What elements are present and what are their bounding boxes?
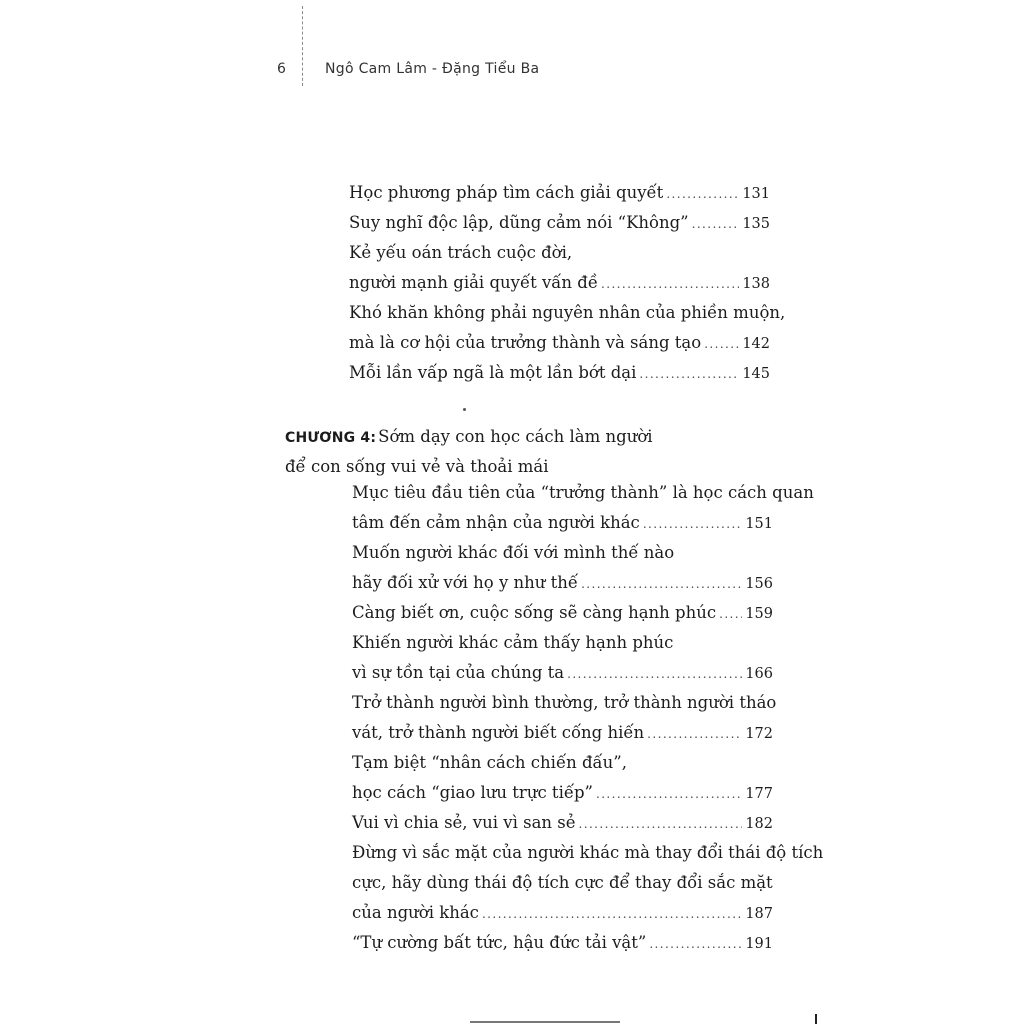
toc-entry-line [349,268,770,298]
toc-page-number: 191 [745,936,773,952]
dot-leader [579,809,743,839]
toc-entry-line [352,808,773,838]
toc-entry-title: của người khác [352,903,479,922]
toc-entry-line [349,238,770,268]
toc-entry-title: Vui vì chia sẻ, vui vì san sẻ [352,813,576,832]
toc-entry [349,358,770,388]
toc-entry-line [352,838,824,868]
dot-leader [692,209,740,239]
toc-page-number: 172 [745,726,773,742]
toc-section-chapter-4 [352,478,824,958]
toc-entry-line [352,778,773,808]
toc-entry-line [349,208,770,238]
toc-entry-title: Càng biết ơn, cuộc sống sẽ càng hạnh phúc [352,603,717,622]
toc-entry-title: học cách “giao lưu trực tiếp” [352,783,593,802]
toc-entry-title: Suy nghĩ độc lập, dũng cảm nói “Không” [349,213,689,232]
toc-entry [352,628,773,688]
toc-entry-line [352,688,777,718]
dot-leader [639,359,739,389]
toc-entry-line [352,748,773,778]
toc-entry [352,928,773,958]
toc-entry-line [349,328,770,358]
toc-entry-line [352,628,773,658]
toc-entry-title: hãy đối xử với họ y như thế [352,573,579,592]
toc-page-number: 151 [745,516,773,532]
toc-entry [352,598,773,628]
toc-entry-line [352,868,773,898]
toc-page-number: 187 [745,906,773,922]
toc-entry [352,748,773,808]
page-number: 6 [277,61,286,77]
dot-leader [719,599,742,629]
toc-entry-title: Khiến người khác cảm thấy hạnh phúc [352,633,674,652]
chapter-heading [285,422,805,482]
toc-entry-line [352,928,773,958]
toc-page-number: 145 [742,366,770,382]
toc-entry-line [352,508,773,538]
fold-line [302,6,303,86]
toc-entry-title: “Tự cường bất tức, hậu đức tải vật” [352,933,647,952]
toc-entry-line [352,538,773,568]
toc-entry-title: Mỗi lần vấp ngã là một lần bớt dại [349,363,637,382]
toc-entry-title: cực, hãy dùng thái độ tích cực để thay đổi sắc mặt [352,873,773,892]
toc-entry [352,538,773,598]
bottom-rule [470,1021,620,1023]
toc-page-number: 159 [745,606,773,622]
dot-leader [643,509,743,539]
toc-entry-title: Trở thành người bình thường, trở thành người tháo [352,693,777,712]
toc-entry [352,838,824,928]
dot-leader [482,899,742,929]
toc-entry [349,238,770,298]
toc-entry-line [352,898,773,928]
toc-entry-title: vát, trở thành người biết cống hiến [352,723,645,742]
dot-leader [601,269,739,299]
toc-page-number: 166 [745,666,773,682]
toc-entry-line [352,478,814,508]
dot-leader [596,779,742,809]
toc-page-number: 142 [742,336,770,352]
dot-leader [666,179,739,209]
dot-leader [649,929,742,959]
toc-entry-line [352,598,773,628]
toc-entry-line [352,568,773,598]
toc-entry [349,298,786,358]
toc-page-number: 156 [745,576,773,592]
toc-entry-line [352,658,773,688]
chapter-heading-line-1 [285,422,805,452]
toc-entry [352,808,773,838]
print-speck [463,408,466,411]
toc-entry-title: tâm đến cảm nhận của người khác [352,513,640,532]
toc-entry [349,208,770,238]
chapter-label: CHƯƠNG 4: [285,430,377,446]
dot-leader [581,569,742,599]
toc-entry [352,478,814,538]
toc-page-number: 131 [742,186,770,202]
dot-leader [647,719,742,749]
toc-entry-line [349,298,786,328]
chapter-title-part-1: Sớm dạy con học cách làm người [378,427,653,446]
toc-entry-title: mà là cơ hội của trưởng thành và sáng tạo [349,333,702,352]
toc-entry-line [352,718,773,748]
toc-entry-line [349,178,770,208]
toc-entry-title: Muốn người khác đối với mình thế nào [352,543,675,562]
toc-page-number: 182 [745,816,773,832]
corner-mark [815,1014,817,1024]
toc-entry [349,178,770,208]
toc-entry-line [349,358,770,388]
dot-leader [704,329,739,359]
toc-entry-title: Mục tiêu đầu tiên của “trưởng thành” là học cách quan [352,483,814,502]
running-title: Ngô Cam Lâm - Đặng Tiểu Ba [325,61,540,77]
dot-leader [567,659,742,689]
toc-entry [352,688,777,748]
toc-page-number: 138 [742,276,770,292]
toc-section-top [349,178,786,388]
toc-entry-title: Đừng vì sắc mặt của người khác mà thay đổi thái độ tích [352,843,824,862]
toc-entry-title: vì sự tồn tại của chúng ta [352,663,565,682]
chapter-title-part-2: để con sống vui vẻ và thoải mái [285,457,549,476]
toc-entry-title: Học phương pháp tìm cách giải quyết [349,183,664,202]
toc-page-number: 135 [742,216,770,232]
toc-entry-title: Khó khăn không phải nguyên nhân của phiền muộn, [349,303,786,322]
toc-entry-title: Tạm biệt “nhân cách chiến đấu”, [352,753,627,772]
toc-page-number: 177 [745,786,773,802]
toc-entry-title: người mạnh giải quyết vấn đề [349,273,599,292]
toc-entry-title: Kẻ yếu oán trách cuộc đời, [349,243,573,262]
